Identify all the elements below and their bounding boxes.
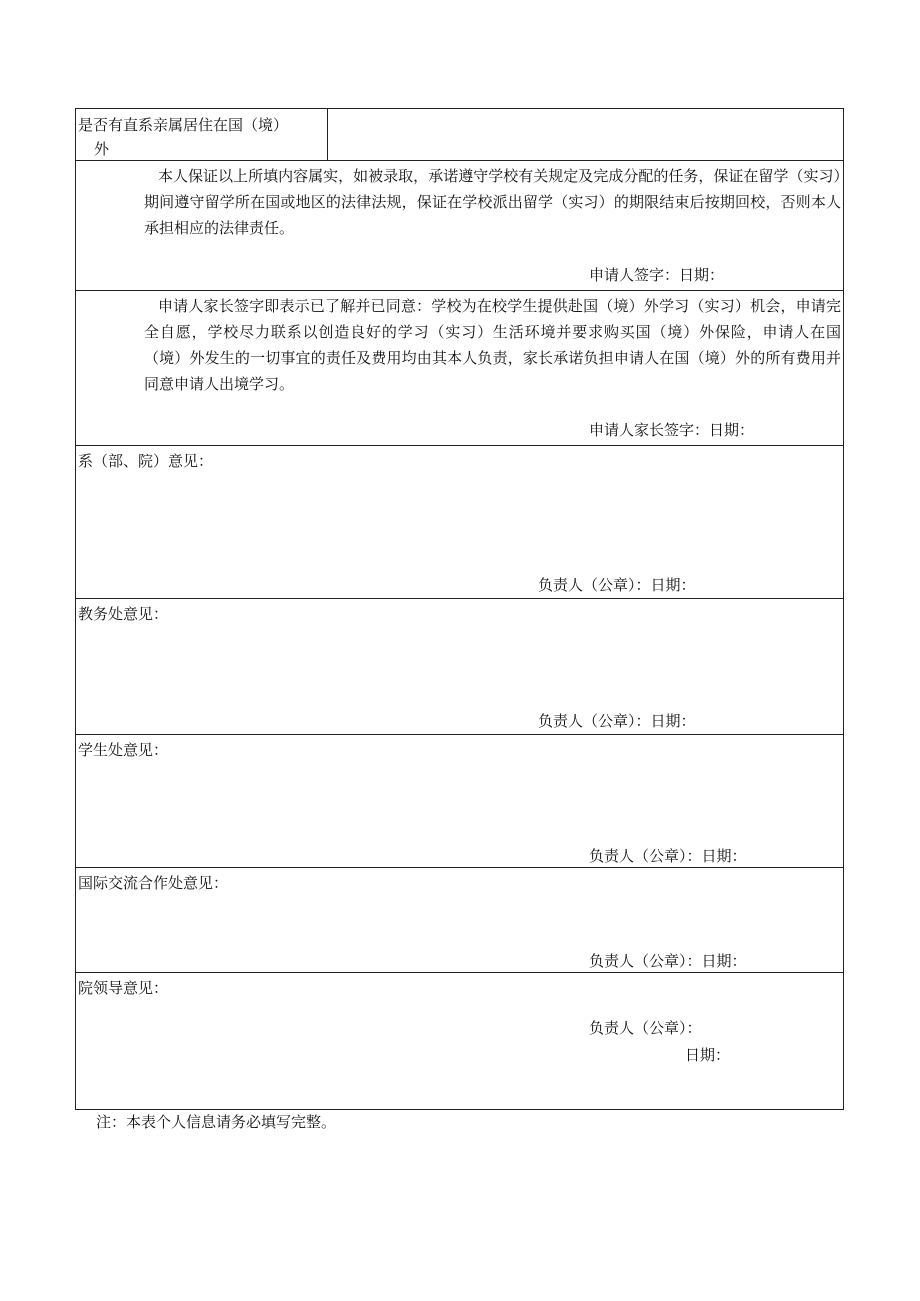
academic-affairs-opinion-row[interactable] [76,599,843,735]
applicant-pledge-text: 本人保证以上所填内容属实，如被录取，承诺遵守学校有关规定及完成分配的任务，保证在留学（实习）期间遵守留学所在国或地区的法律法规，保证在学校派出留学（实习）的期限结束后按期回校，否则本人承担相应的法律责任。 [144,167,841,237]
department-signature[interactable]: 负责人（公章）：日期： [538,576,696,594]
parent-consent-text: 申请人家长签字即表示已了解并已同意：学校为在校学生提供赴国（境）外学习（实习）机会，申请完全自愿，学校尽力联系以创造良好的学习（实习）生活环境并要求购买国（境）外保险，申请人在国（境）外发生的一切事宜的责任及费用均由其本人负责，家长承诺负担申请人在国（境）外的所有费用并同意申请人出境学习。 [144,297,841,393]
footnote: 注：本表个人信息请务必填写完整。 [96,1113,337,1131]
parent-signature[interactable]: 申请人家长签字：日期： [589,421,755,439]
student-affairs-signature[interactable]: 负责人（公章）：日期： [589,847,747,865]
application-form [75,108,844,1110]
leadership-signature[interactable]: 负责人（公章）： [589,1019,702,1037]
department-opinion-row[interactable] [76,446,843,599]
relatives-abroad-label [76,109,328,160]
department-opinion-label: 系（部、院）意见： [78,452,214,470]
applicant-pledge-row [76,161,843,291]
intl-exchange-signature[interactable]: 负责人（公章）：日期： [589,952,747,970]
intl-exchange-opinion-label: 国际交流合作处意见： [78,874,229,892]
student-affairs-opinion-label: 学生处意见： [78,741,169,759]
leadership-date[interactable]: 日期： [685,1046,731,1064]
relatives-label-line2: 外 [94,140,110,158]
student-affairs-opinion-row[interactable] [76,735,843,868]
parent-consent-row [76,291,843,446]
relatives-abroad-field[interactable] [328,109,843,160]
academic-affairs-opinion-label: 教务处意见： [78,605,169,623]
applicant-signature[interactable]: 申请人签字：日期： [589,266,725,284]
relatives-abroad-row [76,109,843,161]
leadership-opinion-row[interactable] [76,973,843,1109]
leadership-opinion-label: 院领导意见： [78,979,169,997]
relatives-label-line1: 是否有直系亲属居住在国（境） [78,116,289,134]
academic-affairs-signature[interactable]: 负责人（公章）：日期： [538,712,696,730]
intl-exchange-opinion-row[interactable] [76,868,843,973]
